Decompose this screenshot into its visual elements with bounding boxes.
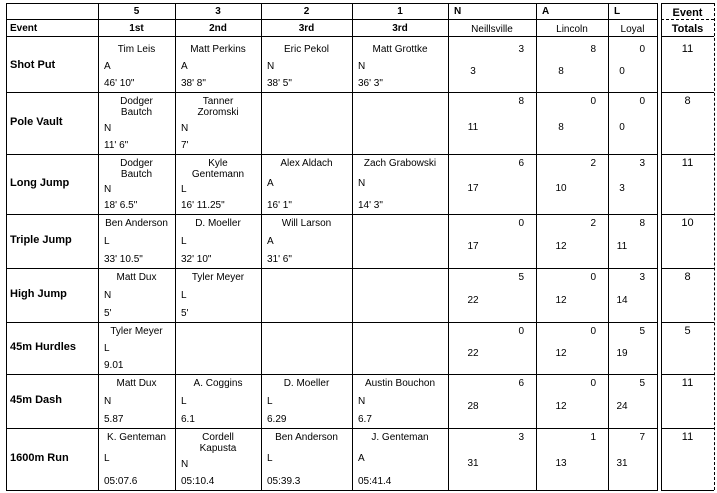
athlete-mark: 9.01: [104, 360, 124, 371]
cumulative-points: 12: [555, 295, 567, 306]
athlete-mark: 14' 3": [358, 200, 383, 211]
cumulative-points: 24: [616, 401, 628, 412]
athlete-mark: 05:10.4: [181, 476, 215, 487]
event-name: Long Jump: [10, 177, 70, 189]
athlete-team: L: [181, 236, 187, 247]
points-header-3: 2: [303, 6, 310, 17]
place-header-3: 3rd: [298, 23, 315, 34]
athlete-mark: 31' 6": [267, 254, 292, 265]
athlete-team: N: [104, 184, 112, 195]
event-total: 10: [681, 217, 694, 229]
athlete-mark: 36' 3": [358, 78, 383, 89]
event-points: 8: [639, 218, 645, 229]
place-header-4: 3rd: [392, 23, 408, 34]
cumulative-points: 10: [555, 183, 567, 194]
cumulative-points: 17: [467, 241, 479, 252]
athlete-team: L: [181, 290, 187, 301]
place-header-2: 2nd: [209, 23, 227, 34]
cumulative-points: 31: [616, 458, 628, 469]
athlete-name-line2: Zoromski: [197, 107, 239, 118]
athlete-name-line2: Bautch: [120, 169, 153, 180]
athlete-team: L: [104, 236, 110, 247]
cumulative-points: 17: [467, 183, 479, 194]
event-points: 8: [590, 44, 596, 55]
athlete-team: N: [358, 178, 366, 189]
athlete-team: N: [181, 123, 189, 134]
athlete-team: L: [267, 453, 273, 464]
grid-line-row: [6, 268, 657, 269]
event-name: 45m Hurdles: [10, 341, 77, 353]
event-points: 3: [518, 44, 524, 55]
athlete-team: A: [267, 236, 274, 247]
cumulative-points: 0: [619, 66, 625, 77]
athlete-team: L: [267, 396, 273, 407]
cumulative-points: 3: [619, 183, 625, 194]
athlete-name: D. Moeller: [195, 218, 241, 229]
athlete-mark: 18' 6.5": [104, 200, 138, 211]
cumulative-points: 28: [467, 401, 479, 412]
event-total: 8: [684, 271, 691, 283]
points-header-4: 1: [397, 6, 403, 17]
event-total: 11: [681, 431, 694, 443]
event-total: 11: [681, 377, 694, 389]
athlete-name: Alex Aldach: [280, 158, 333, 169]
athlete-team: N: [358, 396, 366, 407]
cumulative-points: 8: [558, 122, 564, 133]
cumulative-points: 12: [555, 401, 567, 412]
place-header-1: 1st: [129, 23, 144, 34]
athlete-mark: 05:41.4: [358, 476, 392, 487]
athlete-name: D. Moeller: [283, 378, 330, 389]
athlete-name: Dodger: [120, 158, 153, 169]
team-name-0: Neillsville: [471, 24, 513, 35]
grid-line-top: [6, 3, 657, 4]
event-total: 5: [684, 325, 691, 337]
athlete-mark: 16' 1": [267, 200, 292, 211]
grid-line-row: [6, 154, 657, 155]
athlete-team: L: [181, 396, 187, 407]
athlete-mark: 5': [181, 308, 189, 319]
cumulative-points: 22: [467, 348, 479, 359]
grid-line-row-totals: [661, 214, 714, 215]
grid-line-col: [657, 3, 658, 491]
athlete-name: A. Coggins: [193, 378, 243, 389]
athlete-name: Tyler Meyer: [110, 326, 163, 337]
athlete-team: A: [267, 178, 274, 189]
athlete-team: A: [358, 453, 365, 464]
grid-line-bottom: [6, 490, 657, 491]
event-points: 5: [518, 272, 524, 283]
event-points: 7: [639, 432, 645, 443]
cumulative-points: 22: [467, 295, 479, 306]
athlete-mark: 6.1: [181, 414, 195, 425]
grid-line-col: [6, 3, 7, 491]
event-points: 0: [590, 272, 596, 283]
cumulative-points: 3: [470, 66, 476, 77]
cumulative-points: 14: [616, 295, 628, 306]
athlete-name-line2: Kapusta: [199, 443, 237, 454]
athlete-name: Austin Bouchon: [364, 378, 436, 389]
athlete-name: K. Genteman: [107, 432, 166, 443]
athlete-mark: 05:39.3: [267, 476, 301, 487]
athlete-name-line2: Gentemann: [191, 169, 245, 180]
event-name: Triple Jump: [10, 234, 72, 246]
athlete-mark: 05:07.6: [104, 476, 138, 487]
event-name: 1600m Run: [10, 452, 69, 464]
athlete-mark: 6.7: [358, 414, 372, 425]
cumulative-points: 8: [558, 66, 564, 77]
grid-line-header-bottom-totals: [661, 36, 714, 37]
athlete-team: L: [104, 343, 110, 354]
team-code-2: L: [614, 6, 621, 17]
athlete-name: Tim Leis: [117, 44, 156, 55]
event-points: 0: [639, 96, 645, 107]
athlete-mark: 38' 5": [267, 78, 292, 89]
grid-line-col: [261, 3, 262, 491]
event-points: 1: [590, 432, 596, 443]
grid-line-col: [98, 3, 99, 491]
event-points: 3: [639, 158, 645, 169]
grid-line-row: [6, 214, 657, 215]
event-points: 3: [639, 272, 645, 283]
event-points: 5: [639, 326, 645, 337]
grid-line-row-totals: [661, 154, 714, 155]
team-code-1: A: [542, 6, 550, 17]
team-code-0: N: [454, 6, 462, 17]
event-column-header: Event: [10, 23, 38, 34]
athlete-mark: 46' 10": [104, 78, 135, 89]
athlete-mark: 5': [104, 308, 112, 319]
event-points: 0: [590, 96, 596, 107]
athlete-name: Matt Grottke: [372, 44, 428, 55]
athlete-name: Matt Dux: [116, 272, 157, 283]
athlete-mark: 5.87: [104, 414, 124, 425]
event-points: 8: [518, 96, 524, 107]
athlete-team: N: [104, 290, 112, 301]
event-points: 6: [518, 158, 524, 169]
grid-line-dashed-right: [714, 3, 715, 490]
grid-line-header-bottom: [6, 36, 657, 37]
athlete-team: L: [181, 184, 187, 195]
athlete-name: Ben Anderson: [105, 218, 168, 229]
athlete-name: Zach Grabowski: [363, 158, 437, 169]
athlete-team: A: [181, 61, 188, 72]
event-name: 45m Dash: [10, 394, 62, 406]
athlete-mark: 38' 8": [181, 78, 206, 89]
cumulative-points: 31: [467, 458, 479, 469]
athlete-team: N: [267, 61, 275, 72]
grid-line-row-totals: [661, 374, 714, 375]
grid-line-row: [6, 374, 657, 375]
points-header-2: 3: [215, 6, 221, 17]
grid-line-row-totals: [661, 92, 714, 93]
grid-line-dashed-totals: [661, 19, 714, 20]
athlete-team: N: [358, 61, 366, 72]
cumulative-points: 11: [467, 122, 479, 133]
team-name-2: Loyal: [620, 24, 645, 35]
grid-line-col: [175, 3, 176, 491]
event-points: 6: [518, 378, 524, 389]
grid-line-row-totals: [661, 428, 714, 429]
athlete-team: N: [181, 459, 189, 470]
athlete-name: Tyler Meyer: [191, 272, 245, 283]
cumulative-points: 11: [616, 241, 628, 252]
athlete-name: Eric Pekol: [283, 44, 329, 55]
athlete-name: J. Genteman: [371, 432, 429, 443]
points-header-1: 5: [133, 6, 140, 17]
totals-header-line2: Totals: [671, 23, 704, 35]
grid-line-row: [6, 322, 657, 323]
event-points: 5: [639, 378, 645, 389]
grid-line-col: [352, 3, 353, 491]
event-points: 0: [518, 218, 524, 229]
athlete-name: Will Larson: [281, 218, 332, 229]
event-total: 8: [684, 95, 691, 107]
athlete-team: N: [104, 123, 112, 134]
grid-line-bottom-totals: [661, 490, 714, 491]
athlete-name: Dodger: [120, 96, 153, 107]
athlete-name: Matt Perkins: [190, 44, 246, 55]
athlete-mark: 32' 10": [181, 254, 212, 265]
event-points: 0: [590, 378, 596, 389]
athlete-name-line2: Bautch: [120, 107, 153, 118]
event-total: 11: [681, 157, 694, 169]
grid-line-header: [6, 19, 657, 20]
grid-line-row: [6, 428, 657, 429]
grid-line-row: [6, 92, 657, 93]
event-name: Shot Put: [10, 59, 56, 71]
event-points: 0: [590, 326, 596, 337]
team-name-1: Lincoln: [556, 24, 588, 35]
athlete-mark: 33' 10.5": [104, 254, 143, 265]
cumulative-points: 0: [619, 122, 625, 133]
athlete-name: Tanner: [202, 96, 234, 107]
athlete-mark: 16' 11.25": [181, 200, 225, 211]
event-points: 0: [639, 44, 645, 55]
totals-header-line1: Event: [672, 7, 703, 19]
cumulative-points: 19: [616, 348, 628, 359]
event-points: 2: [590, 158, 596, 169]
event-points: 3: [518, 432, 524, 443]
athlete-name: Kyle: [208, 158, 228, 169]
athlete-mark: 6.29: [267, 414, 287, 425]
athlete-name: Matt Dux: [116, 378, 157, 389]
event-points: 2: [590, 218, 596, 229]
grid-line-col: [661, 3, 662, 491]
athlete-team: L: [104, 453, 110, 464]
grid-line-row-totals: [661, 322, 714, 323]
event-name: High Jump: [10, 288, 67, 300]
event-name: Pole Vault: [10, 116, 63, 128]
athlete-mark: 7': [181, 140, 189, 151]
grid-line-row-totals: [661, 268, 714, 269]
athlete-name: Cordell: [202, 432, 234, 443]
grid-line-top-totals: [661, 3, 714, 4]
cumulative-points: 13: [555, 458, 567, 469]
cumulative-points: 12: [555, 348, 567, 359]
event-points: 0: [518, 326, 524, 337]
athlete-name: Ben Anderson: [275, 432, 338, 443]
athlete-team: A: [104, 61, 111, 72]
event-total: 11: [681, 43, 694, 55]
cumulative-points: 12: [555, 241, 567, 252]
athlete-team: N: [104, 396, 112, 407]
athlete-mark: 11' 6": [104, 140, 129, 151]
